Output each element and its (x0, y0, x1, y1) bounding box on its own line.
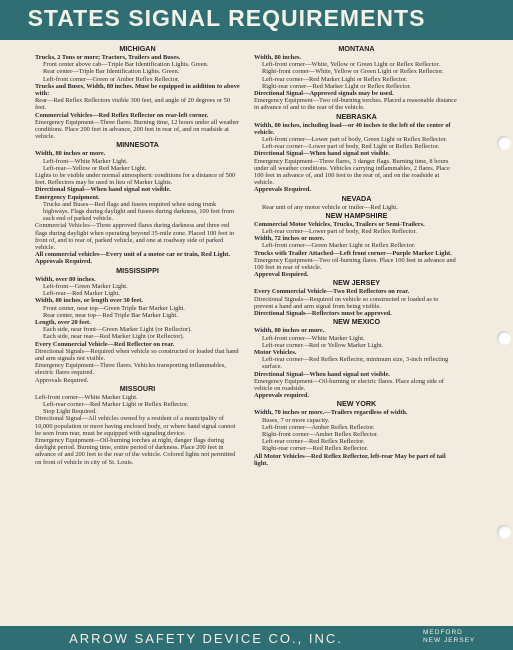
requirement-line: Width, over 80 inches. (35, 275, 96, 283)
requirement-line: Left-front corner—Green or Amber Reflex Reflector. (43, 75, 180, 83)
requirement-line: Commercial Vehicles—Three approved flares during darkness and three red flags during daylight when operating beyond 35-mile zone. Placed 100 feet in front of, and to rear of, parked vehicle, and one at roadway side of parked vehicle. (35, 222, 235, 252)
state-section-montana (254, 45, 459, 112)
requirement-line: Trucks and Buses, Width, 80 inches. Must be equipped in addition to above with: (35, 82, 240, 98)
state-heading: NEW HAMPSHIRE (325, 210, 388, 220)
requirement-line: Directional Signals—Required when vehicle so constructed or loaded that hand and arm signals not visible. (35, 347, 239, 362)
requirement-line: Left-front corner—White, Yellow or Green Light or Reflex Reflector. (262, 61, 440, 69)
requirement-line: Left-rear—Red Marker Light. (43, 290, 120, 298)
requirement-line: Width, 80 inches, including load—or 40 inches to the left of the center of vehicle. (254, 121, 451, 136)
requirement-line: Lights to be visible under normal atmospheric conditions for a distance of 500 feet. Reflectors may be used in lieu of Marker Lights. (35, 172, 236, 187)
requirement-line: Width, 70 inches or more.—Trailers regardless of width. (254, 409, 408, 417)
state-heading: MICHIGAN (119, 44, 156, 53)
requirement-line: Approvals Required. (35, 258, 92, 266)
requirement-line: Left-front—Green Marker Light. (43, 282, 128, 290)
company-state: NEW JERSEY (423, 637, 476, 644)
company-city: MEDFORD (423, 629, 463, 636)
requirement-line: Directional Signals—Required on vehicle so constructed or loaded as to prevent a hand and arm signal from being visible. (254, 295, 439, 310)
requirement-line: Left-rear corner—Lower part of body, Red Light or Reflex Reflector. (262, 143, 440, 151)
binder-hole-bottom (497, 525, 511, 539)
requirement-line: Each side, near rear—Red Marker Light (or Reflector). (43, 333, 185, 341)
state-heading: MISSOURI (119, 383, 156, 393)
requirement-line: Directional Signal—Approved signals may be used. (254, 90, 394, 98)
state-section-michigan (35, 45, 240, 140)
requirement-line: Directional Signal—When hand signal not visible. (254, 150, 390, 158)
requirement-line: Rear center, near top—Red Triple Bar Marker Light. (43, 311, 178, 319)
requirement-line: Emergency Equipment—Two oil-burning torches. Placed a reasonable distance in advance of and to the rear of the vehicle. (254, 97, 457, 112)
requirement-line: Trucks with Trailer Attached—Left front corner—Purple Marker Light. (254, 249, 452, 257)
requirement-line: Right-rear corner—Red Reflex Reflector. (262, 445, 369, 453)
state-section-missouri (35, 385, 240, 466)
requirement-line: Emergency Equipment—Three flares. Vehicles transporting inflammables, electric flares required. (35, 362, 226, 377)
requirement-line: Left-rear corner—Red or Yellow Marker Light. (262, 341, 384, 349)
state-section-minnesota (35, 141, 240, 265)
state-section-mississippi (35, 267, 240, 384)
binder-hole-top (497, 136, 511, 150)
requirement-line: Right-front corner—Amber Reflex Reflector. (262, 430, 379, 438)
right-column (254, 44, 459, 467)
requirement-line: Front center above cab—Triple Bar Identification Lights. Green. (43, 61, 209, 69)
requirement-line: Directional Signals—Reflectors must be approved. (254, 310, 392, 318)
company-name: ARROW SAFETY DEVICE CO., INC. (69, 631, 343, 646)
state-heading: NEW JERSEY (332, 278, 381, 288)
requirement-line: Rear center—Triple Bar Identification Lights. Green. (43, 68, 180, 76)
requirement-line: Directional Signal—When hand signal not visible. (254, 370, 390, 378)
requirement-line: Emergency Equipment—Three flares. Burning time, 12 hours under all weather conditions. Place 200 feet in advance, 200 feet in rear of, and on roadside at vehicle. (35, 118, 240, 141)
state-section-new-mexico (254, 318, 459, 399)
requirement-line: Width, 80 inches, or length over 30 feet. (35, 297, 143, 305)
requirement-line: Right-rear corner—Red Marker Light or Reflex Reflector. (262, 82, 411, 90)
requirement-line: Left-front—White Marker Light. (43, 157, 128, 165)
state-heading: NEW MEXICO (332, 317, 381, 327)
requirement-line: All Motor Vehicles—Red Reflex Reflector, left-rear May be part of tail light. (254, 452, 446, 467)
requirement-line: Left-rear corner—Red Marker Light or Reflex Reflector. (262, 75, 408, 83)
state-section-nebraska (254, 113, 459, 194)
requirement-line: Motor Vehicles. (254, 348, 297, 356)
left-column (35, 44, 240, 466)
requirement-line: Rear unit of any motor vehicle or trailer—Red Light. (262, 203, 398, 211)
state-heading: NEW YORK (336, 399, 377, 409)
requirement-line: Left-rear—Yellow or Red Marker Light. (43, 164, 147, 172)
requirement-line: Directional Signal—When hand signal not visible. (35, 186, 171, 194)
requirement-line: Left-rear corner—Lower part of body, Red Reflex Reflector. (262, 228, 417, 236)
requirement-line: Width, 72 inches or more. (254, 235, 325, 243)
requirement-line: Approvals required. (254, 392, 310, 400)
requirement-line: Right-front corner—White, Yellow or Green Light or Reflex Reflector. (262, 68, 444, 76)
state-heading: MONTANA (338, 44, 375, 53)
requirement-line: Commercial Motor Vehicles, Trucks, Trailers or Semi-Trailers. (254, 220, 425, 228)
requirement-line: Left-front corner—Amber Reflex Reflector. (262, 423, 375, 431)
requirement-line: Rear—Red Reflex Reflectors visible 300 feet, and angle of 20 degrees or 50 feet. (35, 97, 231, 112)
requirement-line: Width, 80 inches. (254, 54, 302, 61)
requirement-line: Trucks and Buses—Red flags and fusees required when using trunk highways. Flags during daylight and fusees during darkness, 100 feet from each end of parked vehicle. (43, 200, 234, 223)
state-section-new-jersey (254, 279, 459, 317)
requirement-line: Left-front corner—White Marker Light. (262, 334, 365, 342)
binder-hole-middle (497, 331, 511, 345)
requirement-line: Approvals Required. (254, 186, 311, 194)
requirement-line: Front center, near top—Green Triple Bar Marker Light. (43, 304, 185, 312)
requirement-line: Left-rear corner—Red Reflex Reflector. (262, 438, 365, 446)
requirement-line: Emergency Equipment—Three flares, 3 danger flags. Burning time, 8 hours under all weather conditions. Vehicles carrying inflammables, 2 flares. Place 100 feet in advance of, and 100 feet to the rear of, and on the roadside at vehicle. (254, 157, 450, 187)
requirement-line: Every Commercial Vehicle—Red Reflector on rear. (35, 340, 175, 348)
page-title: STATES SIGNAL REQUIREMENTS (27, 5, 426, 31)
header-banner (0, 0, 513, 40)
requirement-line: Commercial Vehicles—Red Reflex Reflector on rear-left corner. (35, 111, 209, 119)
state-section-new-hampshire (254, 212, 459, 279)
requirement-line: Left-rear corner—Red Reflex Reflector, minimum size, 3-inch reflecting surface. (262, 356, 449, 371)
requirement-line: Emergency Equipment. (35, 193, 100, 201)
state-heading: NEVADA (341, 193, 372, 203)
requirement-line: Approvals Required. (35, 376, 89, 384)
requirement-line: Emergency Equipment—Oil-burning torches at night, danger flags during daylight period. Burning time, entire period of darkness. Place 200 feet in advance of and 200 feet to the rear of the vehicle. Colored lights not permitted on front of vehicle in city of St. Louis. (35, 436, 236, 466)
requirement-line: Left-front corner—Lower part of body, Green Light or Reflex Reflector. (262, 136, 448, 144)
requirement-line: All commercial vehicles—Every unit of a motor car or train, Red Light. (35, 251, 230, 259)
requirement-line: Emergency Equipment—Two oil-burning flares. Place 100 feet in advance and 100 feet in rear of vehicle. (254, 256, 456, 272)
requirement-line: Trucks, 2 Tons or more; Tractors, Trailers and Buses. (35, 54, 181, 61)
requirement-line: Width, 80 inches or more. (35, 150, 106, 158)
requirement-line: Buses, 7 or more capacity. (262, 416, 330, 424)
state-section-nevada (254, 195, 459, 211)
footer-banner (0, 626, 513, 650)
requirement-line: Directional Signal—All vehicles owned by a resident of a municipality of 10,000 population or more having enclosed body, or where hand signal cannot be seen from rear, must be equipped with signaling device. (35, 415, 236, 437)
company-address (423, 629, 475, 645)
requirement-line: Left-front corner—Green Marker Light or Reflex Reflector. (262, 242, 416, 250)
requirement-line: Length, over 20 feet. (35, 318, 91, 326)
requirement-line: Each side, near front—Green Marker Light (or Reflector). (43, 326, 192, 334)
state-heading: MINNESOTA (116, 140, 159, 150)
state-heading: NEBRASKA (336, 111, 377, 121)
requirement-line: Left-front corner—White Marker Light. (35, 393, 138, 401)
requirement-line: Left-rear corner—Red Marker Light or Reflex Reflector. (43, 400, 189, 408)
state-heading: MISSISSIPPI (116, 265, 159, 275)
requirement-line: Emergency Equipment—Oil-burning or electric flares. Place along side of vehicle on roadside. (254, 377, 444, 392)
requirement-line: Width, 80 inches or more. (254, 327, 325, 335)
requirement-line: Every Commercial Vehicle—Two Red Reflectors on rear. (254, 288, 410, 296)
requirement-line: Stop Light Required. (43, 408, 97, 416)
state-section-new-york (254, 400, 459, 467)
requirement-line: Approval Required. (254, 271, 309, 279)
